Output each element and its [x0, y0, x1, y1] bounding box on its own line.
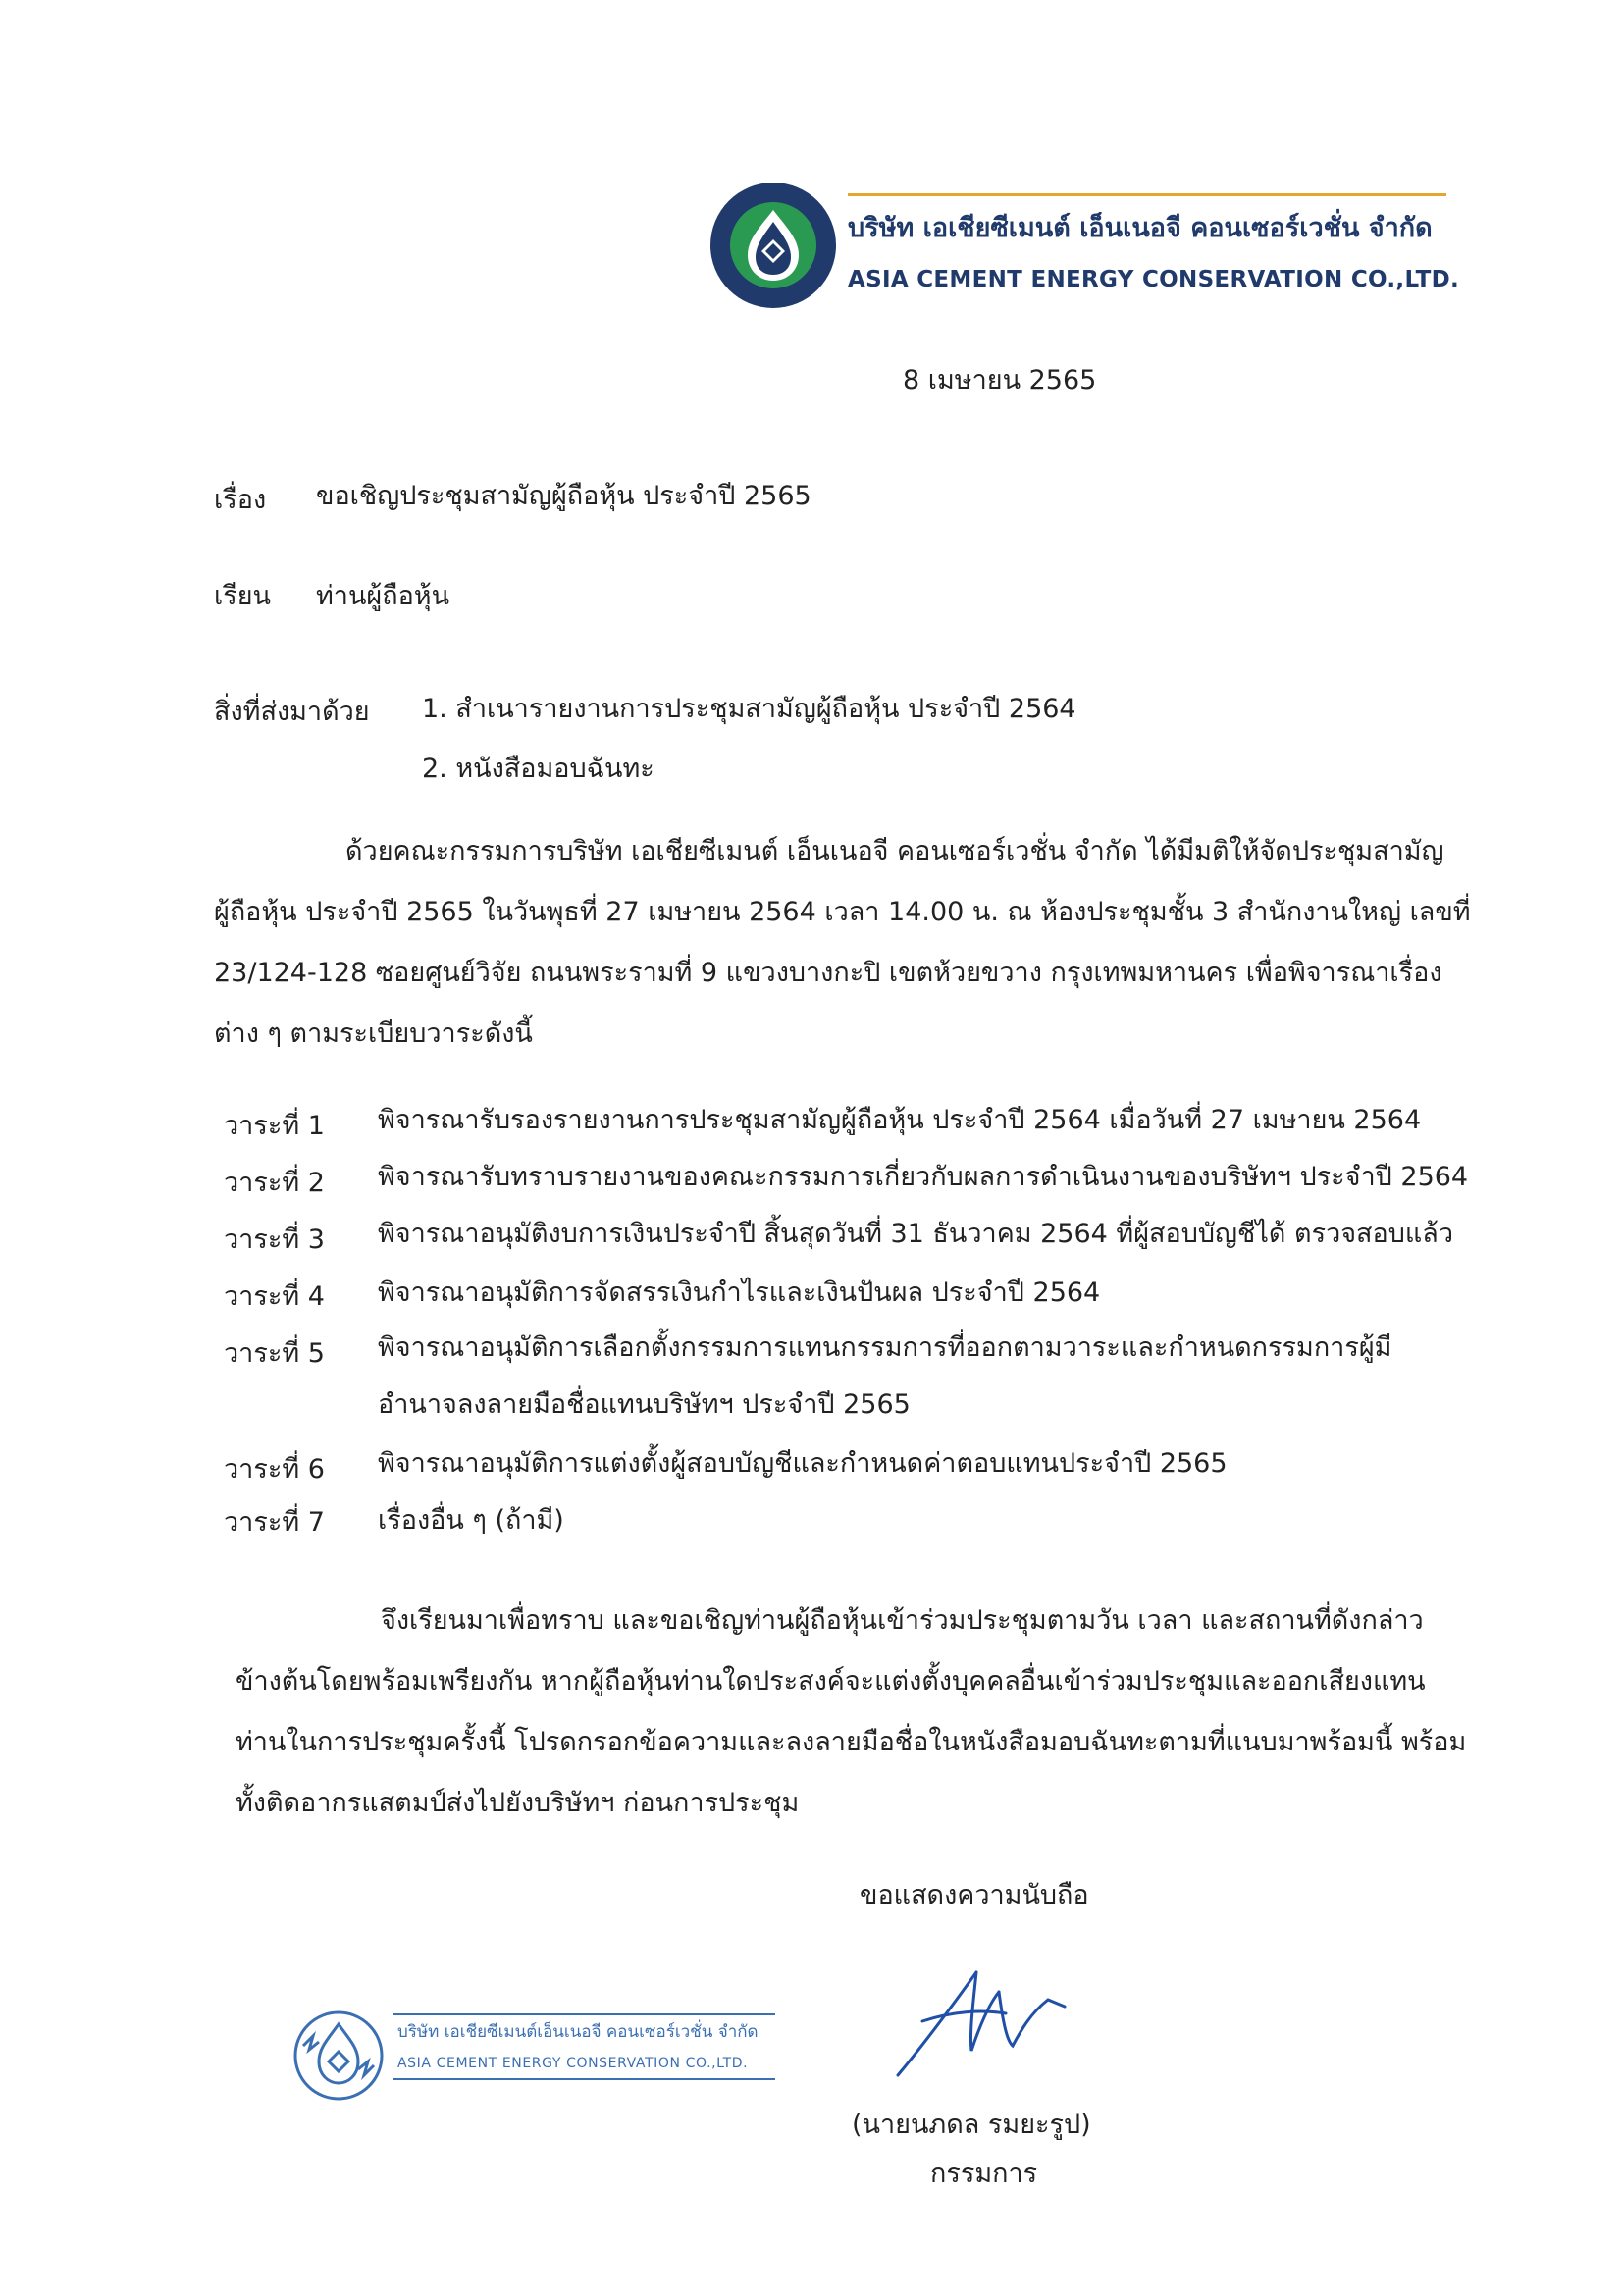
agenda-text-continued: อำนาจลงลายมือชื่อแทนบริษัทฯ ประจำปี 2565: [378, 1389, 911, 1420]
signatory-name: (นายนภดล รมยะรูป): [852, 2110, 1091, 2140]
agenda-text: พิจารณาอนุมัติการแต่งตั้งผู้สอบบัญชีและกำหนดค่าตอบแทนประจำปี 2565: [378, 1448, 1228, 1479]
agenda-number: วาระที่ 5: [224, 1338, 325, 1369]
stamp-logo: [289, 2007, 388, 2105]
closing-line: ทั้งติดอากรแสตมป์ส่งไปยังบริษัทฯ ก่อนการประชุม: [236, 1788, 800, 1818]
subject-label: เรื่อง: [214, 485, 267, 515]
agenda-text: เรื่องอื่น ๆ (ถ้ามี): [378, 1505, 564, 1536]
intro-line: 23/124-128 ซอยศูนย์วิจัย ถนนพระรามที่ 9 แขวงบางกะปิ เขตห้วยขวาง กรุงเทพมหานคร เพื่อพิจารณาเรื่อง: [214, 958, 1442, 988]
stamp-rule: [393, 2013, 775, 2015]
letterhead-rule: [848, 193, 1446, 196]
handwritten-signature: [883, 1953, 1079, 2090]
agenda-text: พิจารณาอนุมัติการจัดสรรเงินกำไรและเงินปันผล ประจำปี 2564: [378, 1278, 1101, 1308]
agenda-number: วาระที่ 7: [224, 1507, 325, 1538]
letter-date: 8 เมษายน 2565: [903, 365, 1097, 395]
stamp-rule: [393, 2078, 775, 2080]
intro-line: ผู้ถือหุ้น ประจำปี 2565 ในวันพุธที่ 27 เมษายน 2564 เวลา 14.00 น. ณ ห้องประชุมชั้น 3 สำนักงานใหญ่ เลขที่: [214, 897, 1471, 927]
closing-line: ข้างต้นโดยพร้อมเพรียงกัน หากผู้ถือหุ้นท่านใดประสงค์จะแต่งตั้งบุคคลอื่นเข้าร่วมประชุมและออกเสียงแทน: [236, 1666, 1426, 1696]
closing-line: ท่านในการประชุมครั้งนี้ โปรดกรอกข้อความและลงลายมือชื่อในหนังสือมอบฉันทะตามที่แนบมาพร้อมนี้ พร้อม: [236, 1727, 1467, 1757]
intro-line: ต่าง ๆ ตามระเบียบวาระดังนี้: [214, 1018, 533, 1049]
signatory-title: กรรมการ: [930, 2159, 1038, 2189]
agenda-number: วาระที่ 1: [224, 1111, 325, 1141]
agenda-number: วาระที่ 6: [224, 1454, 325, 1485]
to-text: ท่านผู้ถือหุ้น: [316, 581, 450, 611]
company-name-thai: บริษัท เอเชียซีเมนต์ เอ็นเนอจี คอนเซอร์เวชั่น จำกัด: [848, 213, 1433, 243]
agenda-number: วาระที่ 2: [224, 1168, 325, 1198]
closing-line: จึงเรียนมาเพื่อทราบ และขอเชิญท่านผู้ถือหุ้นเข้าร่วมประชุมตามวัน เวลา และสถานที่ดังกล่าว: [381, 1605, 1424, 1636]
to-label: เรียน: [214, 581, 272, 611]
agenda-number: วาระที่ 4: [224, 1281, 325, 1312]
intro-line: ด้วยคณะกรรมการบริษัท เอเชียซีเมนต์ เอ็นเนอจี คอนเซอร์เวชั่น จำกัด ได้มีมติให้จัดประชุมสามัญ: [345, 836, 1444, 866]
enclosure-item: 2. หนังสือมอบฉันทะ: [422, 754, 654, 784]
stamp-company-thai: บริษัท เอเชียซีเมนต์เอ็นเนอจี คอนเซอร์เวชั่น จำกัด: [397, 2022, 759, 2042]
agenda-text: พิจารณาอนุมัติการเลือกตั้งกรรมการแทนกรรมการที่ออกตามวาระและกำหนดกรรมการผู้มี: [378, 1332, 1392, 1363]
company-name-english: ASIA CEMENT ENERGY CONSERVATION CO.,LTD.: [848, 267, 1460, 292]
sign-off: ขอแสดงความนับถือ: [860, 1880, 1089, 1910]
enclosures-label: สิ่งที่ส่งมาด้วย: [214, 697, 370, 727]
agenda-text: พิจารณารับทราบรายงานของคณะกรรมการเกี่ยวกับผลการดำเนินงานของบริษัทฯ ประจำปี 2564: [378, 1162, 1469, 1192]
agenda-number: วาระที่ 3: [224, 1225, 325, 1255]
agenda-text: พิจารณาอนุมัติงบการเงินประจำปี สิ้นสุดวันที่ 31 ธันวาคม 2564 ที่ผู้สอบบัญชีได้ ตรวจสอบแล้ว: [378, 1219, 1454, 1249]
agenda-text: พิจารณารับรองรายงานการประชุมสามัญผู้ถือหุ้น ประจำปี 2564 เมื่อวันที่ 27 เมษายน 2564: [378, 1105, 1422, 1135]
stamp-company-english: ASIA CEMENT ENERGY CONSERVATION CO.,LTD.: [397, 2056, 749, 2071]
subject-text: ขอเชิญประชุมสามัญผู้ถือหุ้น ประจำปี 2565: [316, 481, 812, 511]
enclosure-item: 1. สำเนารายงานการประชุมสามัญผู้ถือหุ้น ประจำปี 2564: [422, 694, 1076, 724]
company-logo: [708, 181, 838, 310]
